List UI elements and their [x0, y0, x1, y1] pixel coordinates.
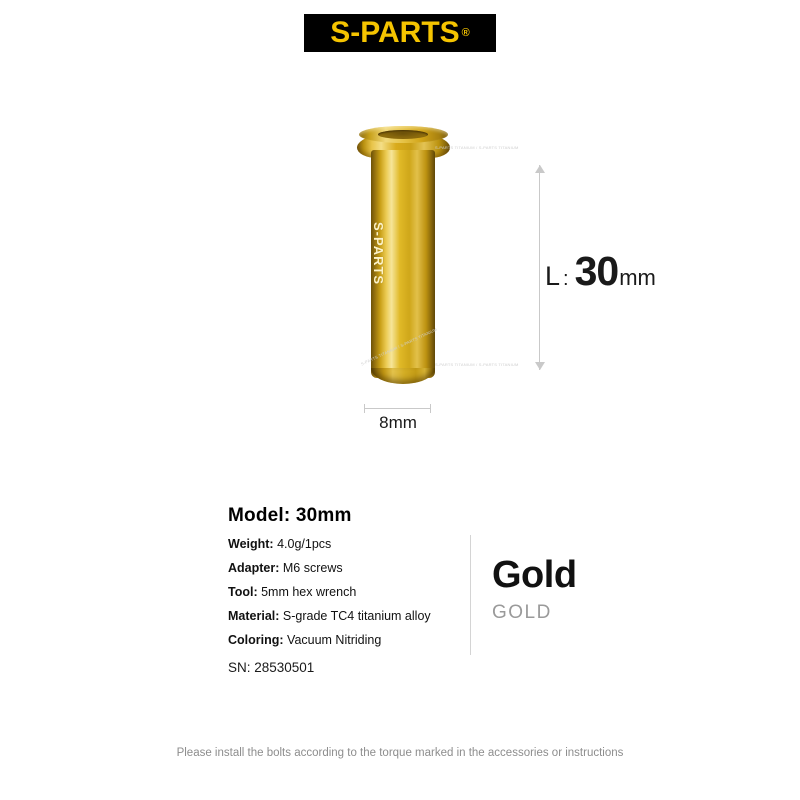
spec-tool-value: 5mm hex wrench	[261, 585, 357, 599]
spec-weight-value: 4.0g/1pcs	[277, 537, 332, 551]
engraved-brand-label: S-PARTS	[371, 222, 386, 286]
spec-tool-label: Tool:	[228, 585, 258, 599]
diameter-label: 8mm	[379, 413, 417, 432]
diameter-tick-right	[430, 404, 431, 413]
length-value: 30	[574, 248, 619, 294]
brand-logo	[304, 14, 496, 52]
micro-print-top: S-PARTS TITANIUM / S-PARTS TITANIUM	[435, 145, 519, 150]
length-arrow-up-icon	[535, 165, 545, 173]
spec-adapter-value: M6 screws	[282, 561, 343, 575]
product-image	[330, 110, 519, 400]
length-separator: :	[563, 268, 569, 290]
color-name: Gold	[492, 554, 577, 596]
color-code: GOLD	[492, 602, 552, 623]
micro-print-bottom: S-PARTS TITANIUM / S-PARTS TITANIUM	[435, 362, 519, 367]
spec-coloring-label: Coloring:	[228, 633, 284, 647]
bolt-hex-socket	[378, 130, 428, 139]
micro-print-angled: S-PARTS TITANIUM / S-PARTS TITANIUM	[360, 326, 438, 367]
spec-coloring-value: Vacuum Nitriding	[287, 633, 382, 647]
length-dimension-line	[539, 165, 540, 370]
specification-list	[228, 505, 458, 675]
spec-serial-number: SN: 28530501	[228, 660, 315, 675]
spec-material-value: S-grade TC4 titanium alloy	[282, 609, 431, 623]
registered-mark: ®	[461, 27, 470, 39]
spec-weight-label: Weight:	[228, 537, 274, 551]
length-label	[545, 248, 656, 295]
length-arrow-down-icon	[535, 362, 545, 370]
section-divider	[470, 535, 471, 655]
spec-coloring	[228, 633, 458, 648]
length-unit: mm	[619, 265, 656, 290]
color-variant	[492, 556, 692, 624]
spec-weight	[228, 537, 458, 552]
length-prefix: L	[545, 261, 562, 291]
spec-material-label: Material:	[228, 609, 280, 623]
brand-name: S-PARTS	[330, 16, 460, 49]
bolt-shaft-bottom	[371, 368, 435, 384]
spec-model: Model: 30mm	[228, 505, 352, 526]
spec-adapter-label: Adapter:	[228, 561, 280, 575]
spec-adapter	[228, 561, 458, 576]
spec-tool	[228, 585, 458, 600]
diameter-dimension-line	[364, 408, 430, 409]
spec-material	[228, 609, 458, 624]
diameter-tick-left	[364, 404, 365, 413]
installation-note: Please install the bolts according to the torque marked in the accessories or instructions	[176, 747, 624, 759]
